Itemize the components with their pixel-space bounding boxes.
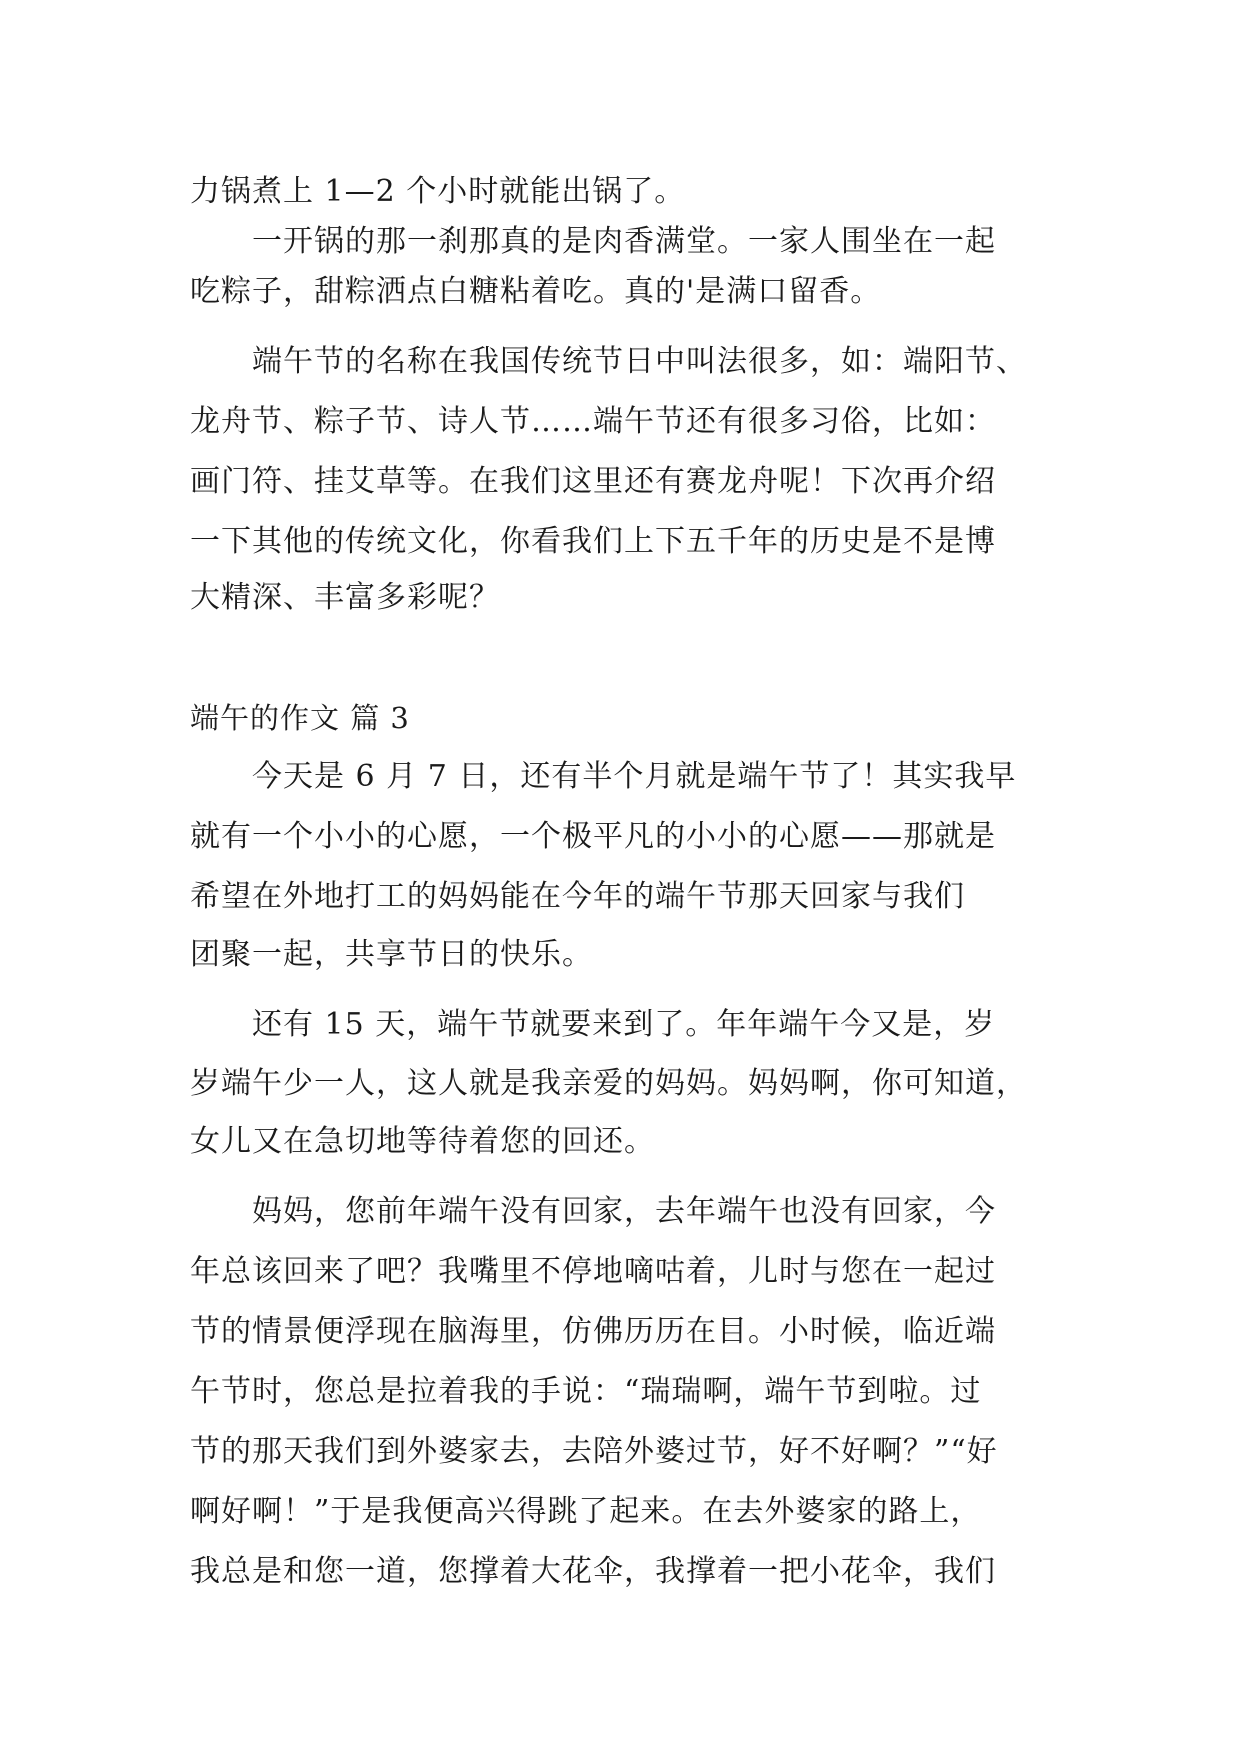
text-line: 今天是 6 月 7 日，还有半个月就是端午节了！其实我早 [252,759,1017,794]
text-line: 就有一个小小的心愿，一个极平凡的小小的心愿——那就是 [190,819,996,854]
text-line: 年总该回来了吧？我嘴里不停地嘀咕着，儿时与您在一起过 [190,1254,996,1289]
text-line: 团聚一起，共享节日的快乐。 [190,937,593,972]
text-line: 端午节的名称在我国传统节日中叫法很多，如：端阳节、 [252,344,1027,379]
text-line: 节的那天我们到外婆家去，去陪外婆过节，好不好啊？”“好 [190,1434,998,1469]
text-line: 午节时，您总是拉着我的手说：“瑞瑞啊，端午节到啦。过 [190,1374,982,1409]
text-line: 女儿又在急切地等待着您的回还。 [190,1124,655,1159]
text-line: 岁端午少一人，这人就是我亲爱的妈妈。妈妈啊，你可知道， [190,1066,1027,1101]
text-line: 力锅煮上 1—2 个小时就能出锅了。 [190,174,686,209]
text-line: 啊好啊！”于是我便高兴得跳了起来。在去外婆家的路上， [190,1494,982,1529]
text-line: 龙舟节、粽子节、诗人节……端午节还有很多习俗，比如： [190,404,996,439]
text-line: 希望在外地打工的妈妈能在今年的端午节那天回家与我们 [190,879,965,914]
text-line: 我总是和您一道，您撑着大花伞，我撑着一把小花伞，我们 [190,1554,996,1589]
text-line: 节的情景便浮现在脑海里，仿佛历历在目。小时候，临近端 [190,1314,996,1349]
section-heading: 端午的作文 篇 3 [190,701,410,735]
text-line: 一开锅的那一刹那真的是肉香满堂。一家人围坐在一起 [252,224,996,259]
text-line: 一下其他的传统文化，你看我们上下五千年的历史是不是博 [190,524,996,559]
text-line: 还有 15 天，端午节就要来到了。年年端午今又是，岁 [252,1007,996,1042]
text-line: 妈妈，您前年端午没有回家，去年端午也没有回家，今 [252,1194,996,1229]
text-line: 大精深、丰富多彩呢？ [190,580,500,615]
text-line: 画门符、挂艾草等。在我们这里还有赛龙舟呢！下次再介绍 [190,464,996,499]
text-line: 吃粽子，甜粽洒点白糖粘着吃。真的'是满口留香。 [190,274,882,309]
